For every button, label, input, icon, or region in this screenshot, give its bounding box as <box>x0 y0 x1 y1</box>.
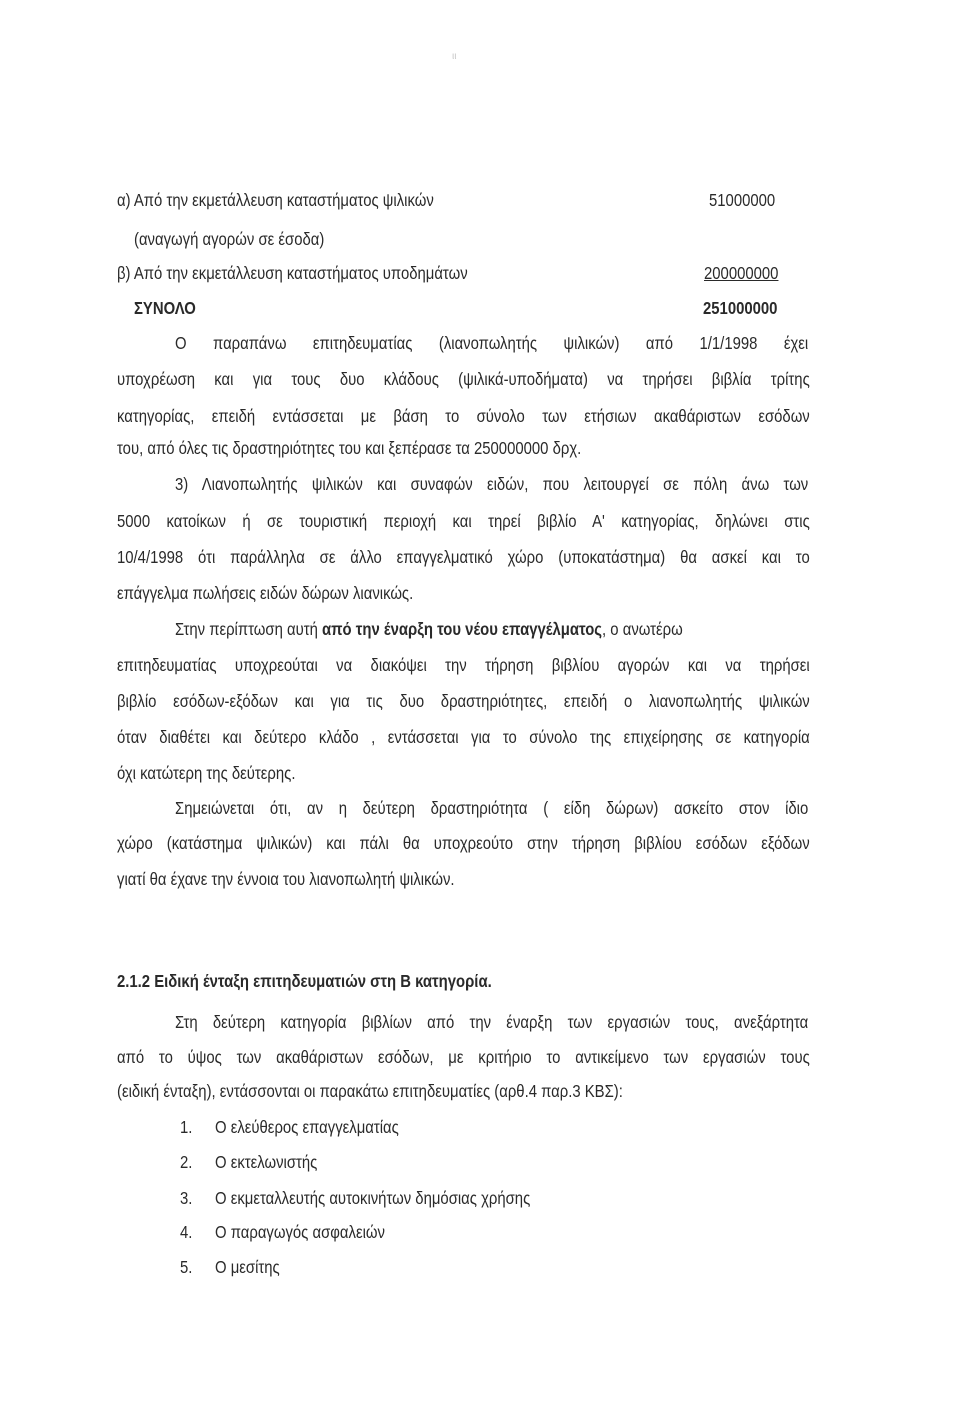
scan-mark: ιι <box>452 51 457 62</box>
p3-bold: από την έναρξη του νέου επαγγέλματος <box>322 619 603 639</box>
list-number-3: 3. <box>180 1188 193 1208</box>
list-item-3: Ο εκμεταλλευτής αυτοκινήτων δημόσιας χρήσης <box>215 1188 531 1208</box>
list-number-4: 4. <box>180 1222 193 1242</box>
p3-line-2: επιτηδευματίας υποχρεούται να διακόψει την τήρηση βιβλίου αγορών και να τηρήσει <box>117 655 810 675</box>
p3-line-4: όταν διαθέτει και δεύτερο κλάδο , εντάσσεται για το σύνολο της επιχείρησης σε κατηγορία <box>117 727 810 747</box>
list-number-1: 1. <box>180 1117 193 1137</box>
p2-line-4: επάγγελμα πωλήσεις ειδών δώρων λιανικώς. <box>117 583 414 603</box>
list-item-5: Ο μεσίτης <box>215 1257 280 1277</box>
list-item-4: Ο παραγωγός ασφαλειών <box>215 1222 385 1242</box>
p3-rest: , ο ανωτέρω <box>602 619 683 639</box>
income-a-note: (αναγωγή αγορών σε έσοδα) <box>134 229 325 249</box>
list-number-2: 2. <box>180 1152 193 1172</box>
p2-line-2: 5000 κατοίκων ή σε τουριστική περιοχή και τηρεί βιβλίο Α' κατηγορίας, δηλώνει στις <box>117 511 810 531</box>
p1-line-4: του, από όλες τις δραστηριότητες του και ξεπέρασε τα 250000000 δρχ. <box>117 438 582 458</box>
p3-line-3: βιβλίο εσόδων-εξόδων και για τις δυο δραστηριότητες, επειδή ο λιανοπωλητής ψιλικών <box>117 691 810 711</box>
income-b-label: β) Από την εκμετάλλευση καταστήματος υποδημάτων <box>117 263 468 283</box>
income-a-value: 51000000 <box>709 190 776 210</box>
section-line-3: (ειδική ένταξη), εντάσσονται οι παρακάτω επιτηδευματίες (αρθ.4 παρ.3 ΚΒΣ): <box>117 1081 623 1101</box>
p3-line-1 <box>175 618 764 640</box>
p3-start: Στην περίπτωση αυτή <box>175 619 318 639</box>
p2-line-1: 3) Λιανοπωλητής ψιλικών και συναφών ειδών, που λειτουργεί σε πόλη άνω των <box>175 474 809 494</box>
p1-line-3: κατηγορίας, επειδή εντάσσεται με βάση το σύνολο των ετήσιων ακαθάριστων εσόδων <box>117 406 810 426</box>
total-value: 251000000 <box>703 298 778 318</box>
p4-line-3: γιατί θα έχανε την έννοια του λιανοπωλητή ψιλικών. <box>117 869 455 889</box>
p1-line-1: Ο παραπάνω επιτηδευματίας (λιανοπωλητής ψιλικών) από 1/1/1998 έχει <box>175 333 809 353</box>
section-line-1: Στη δεύτερη κατηγορία βιβλίων από την έναρξη των εργασιών τους, ανεξάρτητα <box>175 1012 809 1032</box>
p1-line-2: υποχρέωση και για τους δυο κλάδους (ψιλικά-υποδήματα) να τηρήσει βιβλία τρίτης <box>117 369 810 389</box>
section-line-2: από το ύψος των ακαθάριστων εσόδων, με κριτήριο το αντικείμενο των εργασιών τους <box>117 1047 810 1067</box>
section-heading: 2.1.2 Ειδική ένταξη επιτηδευματιών στη Β κατηγορία. <box>117 971 492 991</box>
list-item-2: Ο εκτελωνιστής <box>215 1152 318 1172</box>
p3-line-5: όχι κατώτερη της δεύτερης. <box>117 763 296 783</box>
total-label: ΣΥΝΟΛΟ <box>134 298 196 318</box>
list-item-1: Ο ελεύθερος επαγγελματίας <box>215 1117 399 1137</box>
p2-line-3: 10/4/1998 ότι παράλληλα σε άλλο επαγγελματικό χώρο (υποκατάστημα) θα ασκεί και το <box>117 547 810 567</box>
income-b-value: 200000000 <box>704 263 779 283</box>
income-a-label: α) Από την εκμετάλλευση καταστήματος ψιλικών <box>117 190 434 210</box>
list-number-5: 5. <box>180 1257 193 1277</box>
p4-line-1: Σημειώνεται ότι, αν η δεύτερη δραστηριότητα ( είδη δώρων) ασκείτο στον ίδιο <box>175 798 809 818</box>
p4-line-2: χώρο (κατάστημα ψιλικών) και πάλι θα υποχρεούτο στην τήρηση βιβλίου εσόδων εξόδων <box>117 833 810 853</box>
